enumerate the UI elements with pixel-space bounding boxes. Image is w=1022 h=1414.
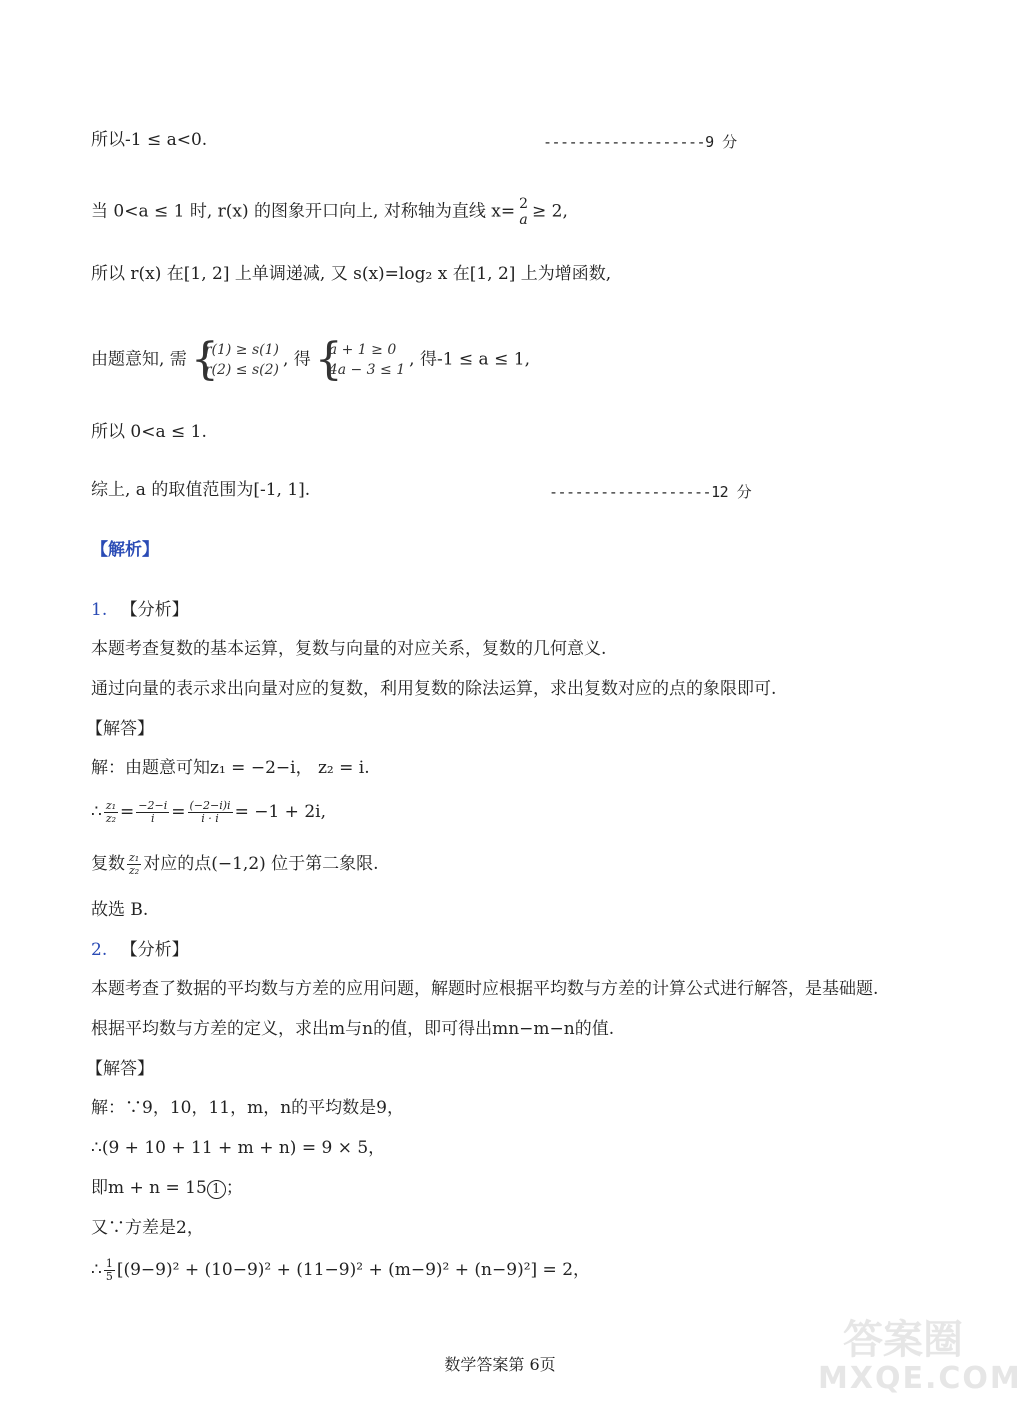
page-footer: 数学答案第 6页 — [444, 1355, 556, 1374]
text-line: 综上, a 的取值范围为[-1, 1]. — [91, 480, 311, 500]
solution-line: ∴(9 + 10 + 11 + m + n) = 9 × 5， — [91, 1138, 386, 1158]
solution-line — [91, 1176, 243, 1200]
paragraph: 本题考查了数据的平均数与方差的应用问题，解题时应根据平均数与方差的计算公式进行解答，是基础题. — [91, 979, 879, 999]
circled-number: 1 — [207, 1180, 226, 1199]
fraction — [104, 1258, 115, 1283]
solution-line: 解：由题意可知z₁ = −2−i， z₂ = i. — [91, 758, 370, 778]
system-row: r(2) ≤ s(2) — [204, 362, 279, 378]
system-row: 4a − 3 ≤ 1 — [328, 362, 406, 378]
paragraph: 根据平均数与方差的定义，求出m与n的值，即可得出mn−m−n的值. — [91, 1019, 615, 1039]
text-span: 当 0<a ≤ 1 时, r(x) 的图象开口向上, 对称轴为直线 x= — [91, 201, 516, 222]
fraction-numerator: z₁ — [105, 799, 117, 812]
therefore-symbol: ∴ — [91, 1260, 102, 1280]
question-heading — [91, 598, 189, 622]
text-line — [91, 196, 568, 228]
system-row: a + 1 ≥ 0 — [328, 342, 397, 358]
solution-line: 故选 B. — [91, 900, 149, 920]
brace-icon: { — [190, 334, 219, 385]
fraction-numerator: z₁ — [129, 851, 140, 864]
tag-fenxi: 【分析】 — [120, 600, 189, 620]
fraction-denominator: i · i — [201, 812, 219, 825]
fraction-numerator: 1 — [105, 1257, 113, 1270]
fraction — [136, 800, 169, 825]
text-span: 复数 — [91, 854, 125, 874]
question-number: 2. — [91, 940, 108, 960]
score-marker: -------------------9 分 — [543, 133, 737, 151]
equation-system — [190, 334, 279, 385]
text-span: 即m + n = 15 — [91, 1178, 207, 1198]
text-span: ； — [225, 1178, 243, 1198]
equation-system — [314, 334, 406, 385]
text-span: , 得-1 ≤ a ≤ 1, — [409, 349, 530, 370]
paragraph: 本题考查复数的基本运算，复数与向量的对应关系，复数的几何意义. — [91, 639, 607, 659]
text-span: = −1 + 2i, — [234, 802, 326, 822]
fraction-denominator: z₂ — [105, 812, 117, 825]
fraction-numerator: 2 — [519, 196, 529, 212]
solution-line: 解：∵9，10，11，m，n的平均数是9， — [91, 1098, 404, 1118]
text-line: 所以 r(x) 在[1, 2] 上单调递减, 又 s(x)=log₂ x 在[1, 2] 上为增函数, — [91, 264, 612, 284]
text-span: [(9−9)² + (10−9)² + (11−9)² + (m−9)² + (n−9)²] = 2， — [116, 1260, 591, 1280]
text-span: 由题意知, 需 — [91, 349, 187, 370]
section-header: 【解析】 — [91, 540, 159, 560]
watermark-line: MXQE.COM — [818, 1361, 1022, 1396]
tag-fenxi: 【分析】 — [120, 940, 189, 960]
fraction-denominator: a — [519, 212, 528, 228]
fraction — [517, 196, 530, 228]
text-span: = — [171, 802, 186, 822]
fraction-numerator: (−2−i)i — [189, 799, 231, 812]
solution-line — [91, 800, 326, 825]
fraction — [188, 800, 233, 825]
tag-jieda: 【解答】 — [86, 719, 154, 739]
fraction-denominator: 5 — [105, 1270, 113, 1283]
paragraph: 通过向量的表示求出向量对应的复数，利用复数的除法运算，求出复数对应的点的象限即可. — [91, 679, 777, 699]
solution-line: 又∵方差是2， — [91, 1218, 204, 1238]
text-span: , 得 — [282, 349, 311, 370]
fraction — [127, 852, 141, 877]
fraction — [104, 800, 118, 825]
text-line: 所以-1 ≤ a<0. — [91, 130, 208, 150]
system-row: r(1) ≥ s(1) — [204, 342, 279, 358]
watermark-line: 答案圈 — [843, 1317, 963, 1363]
therefore-symbol: ∴ — [91, 802, 102, 822]
solution-line — [91, 852, 379, 877]
text-span: = — [120, 802, 135, 822]
watermark-logo — [818, 1317, 1022, 1398]
score-marker: -------------------12 分 — [549, 483, 752, 501]
tag-jieda: 【解答】 — [86, 1059, 154, 1079]
text-span: ≥ 2, — [532, 201, 568, 222]
text-span: 对应的点(−1,2) 位于第二象限. — [143, 854, 379, 874]
question-number: 1. — [91, 600, 108, 620]
question-heading — [91, 938, 189, 962]
solution-line — [91, 1258, 590, 1283]
fraction-denominator: z₂ — [129, 864, 140, 877]
fraction-denominator: i — [151, 812, 155, 825]
fraction-numerator: −2−i — [138, 799, 168, 812]
text-line: 所以 0<a ≤ 1. — [91, 422, 207, 442]
text-line — [91, 334, 530, 385]
brace-icon: { — [314, 334, 343, 385]
